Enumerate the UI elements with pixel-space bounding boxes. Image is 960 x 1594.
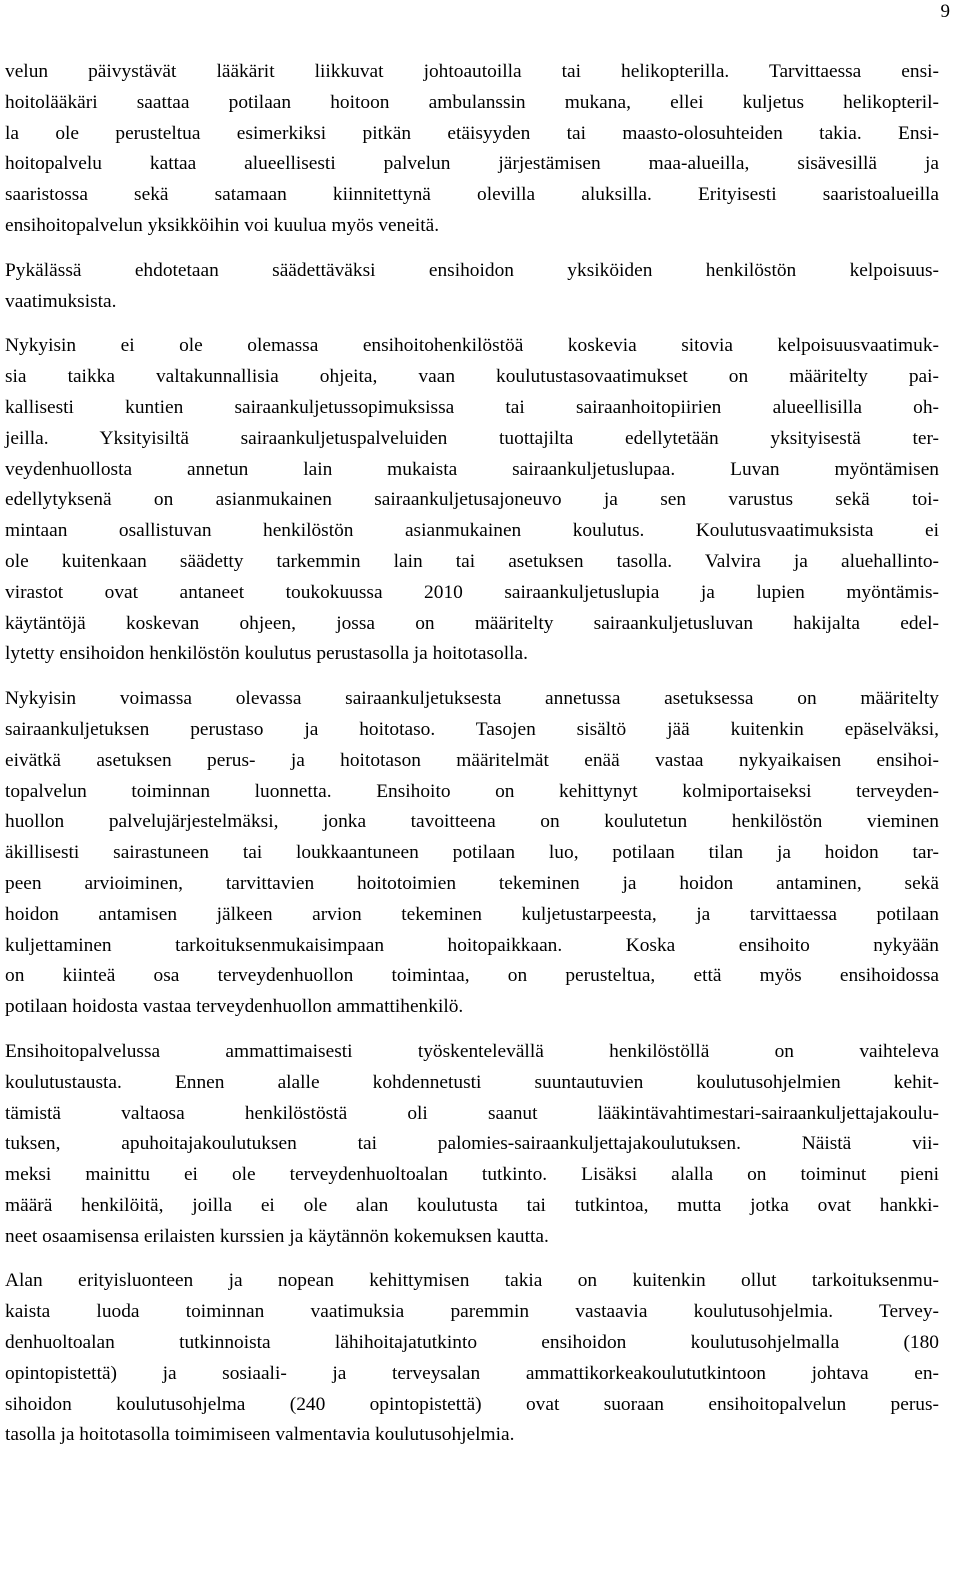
text-line: Pykälässä ehdotetaan säädettäväksi ensihoidon yksiköiden henkilöstön kelpoisuus- (5, 259, 939, 281)
text-line: huollon palvelujärjestelmäksi, jonka tavoitteena on koulutetun henkilöstön vieminen (5, 811, 939, 833)
text-line: tämistä valtaosa henkilöstöstä oli saanut lääkintävahtimestari-sairaankuljettajakoulu- (5, 1102, 939, 1124)
text-line: potilaan hoidosta vastaa terveydenhuollon ammattihenkilö. (5, 996, 464, 1018)
text-line: topalvelun toiminnan luonnetta. Ensihoito on kehittynyt kolmiportaiseksi terveyden- (5, 780, 939, 802)
text-line: tuksen, apuhoitajakoulutuksen tai palomies-sairaankuljettajakoulutuksen. Näistä vii- (5, 1133, 939, 1155)
text-line: ensihoitopalvelun yksikköihin voi kuulua myös veneitä. (5, 214, 440, 236)
text-line: jeilla. Yksityisiltä sairaankuljetuspalveluiden tuottajilta edellytetään yksityisestä ter- (5, 427, 939, 449)
document-body (5, 57, 939, 1451)
text-line: käytäntöjä koskevan ohjeen, jossa on määritelty sairaankuljetusluvan hakijalta edel- (5, 612, 939, 634)
paragraph-2 (5, 256, 939, 318)
page-number: 9 (940, 1, 950, 22)
text-line: vaatimuksista. (5, 290, 117, 312)
text-line: hoitolääkäri saattaa potilaan hoitoon ambulanssin mukana, ellei kuljetus helikopteril- (5, 91, 939, 113)
text-line: virastot ovat antaneet toukokuussa 2010 sairaankuljetuslupia ja lupien myöntämis- (5, 581, 939, 603)
text-line: kaista luoda toiminnan vaatimuksia paremmin vastaavia koulutusohjelmia. Tervey- (5, 1301, 939, 1323)
text-line: hoidon antamisen jälkeen arvion tekeminen kuljetustarpeesta, ja tarvittaessa potilaan (5, 903, 939, 925)
text-line: äkillisesti sairastuneen tai loukkaantuneen potilaan luo, potilaan tilan ja hoidon tar- (5, 842, 939, 864)
paragraph-1 (5, 57, 939, 242)
paragraph-4 (5, 684, 939, 1023)
text-line: eivätkä asetuksen perus- ja hoitotason määritelmät enää vastaa nykyaikaisen ensihoi- (5, 749, 939, 771)
text-line: on kiinteä osa terveydenhuollon toimintaa, on perusteltua, että myös ensihoidossa (5, 965, 939, 987)
text-line: peen arvioiminen, tarvittavien hoitotoimien tekeminen ja hoidon antaminen, sekä (5, 872, 939, 894)
text-line: tasolla ja hoitotasolla toimimiseen valmentavia koulutusohjelmia. (5, 1424, 515, 1446)
text-line: Ensihoitopalvelussa ammattimaisesti työskentelevällä henkilöstöllä on vaihteleva (5, 1040, 939, 1062)
paragraph-5 (5, 1037, 939, 1253)
text-line: Alan erityisluonteen ja nopean kehittymisen takia on kuitenkin ollut tarkoituksenmu- (5, 1270, 939, 1292)
text-line: opintopistettä) ja sosiaali- ja terveysalan ammattikorkeakoulututkintoon johtava en- (5, 1362, 939, 1384)
paragraph-6 (5, 1266, 939, 1451)
text-line: ole kuitenkaan säädetty tarkemmin lain tai asetuksen tasolla. Valvira ja aluehallinto- (5, 550, 939, 572)
paragraph-3 (5, 331, 939, 670)
text-line: la ole perusteltua esimerkiksi pitkän etäisyyden tai maasto-olosuhteiden takia. Ensi- (5, 122, 939, 144)
text-line: Nykyisin ei ole olemassa ensihoitohenkilöstöä koskevia sitovia kelpoisuusvaatimuk- (5, 335, 939, 357)
text-line: edellytyksenä on asianmukainen sairaankuljetusajoneuvo ja sen varustus sekä toi- (5, 489, 939, 511)
text-line: velun päivystävät lääkärit liikkuvat johtoautoilla tai helikopterilla. Tarvittaessa ensi- (5, 61, 939, 82)
text-line: määrä henkilöitä, joilla ei ole alan koulutusta tai tutkintoa, mutta jotka ovat hankki- (5, 1194, 939, 1216)
text-line: meksi mainittu ei ole terveydenhuoltoalan tutkinto. Lisäksi alalla on toiminut pieni (5, 1164, 939, 1186)
text-line: sairaankuljetuksen perustaso ja hoitotaso. Tasojen sisältö jää kuitenkin epäselväksi, (5, 718, 939, 740)
text-line: koulutustausta. Ennen alalle kohdennetusti suuntautuvien koulutusohjelmien kehit- (5, 1071, 939, 1093)
text-line: Nykyisin voimassa olevassa sairaankuljetuksesta annetussa asetuksessa on määritelty (5, 688, 939, 710)
text-line: sihoidon koulutusohjelma (240 opintopistettä) ovat suoraan ensihoitopalvelun perus- (5, 1393, 939, 1415)
text-line: mintaan osallistuvan henkilöstön asianmukainen koulutus. Koulutusvaatimuksista ei (5, 520, 939, 542)
text-line: lytetty ensihoidon henkilöstön koulutus perustasolla ja hoitotasolla. (5, 643, 528, 665)
text-line: kuljettaminen tarkoituksenmukaisimpaan hoitopaikkaan. Koska ensihoito nykyään (5, 934, 939, 956)
text-line: denhuoltoalan tutkinnoista lähihoitajatutkinto ensihoidon koulutusohjelmalla (180 (5, 1332, 939, 1354)
text-line: neet osaamisensa erilaisten kurssien ja käytännön kokemuksen kautta. (5, 1225, 549, 1247)
text-line: saaristossa sekä satamaan kiinnitettynä olevilla aluksilla. Erityisesti saaristoalueilla (5, 184, 939, 206)
text-line: sia taikka valtakunnallisia ohjeita, vaan koulutustasovaatimukset on määritelty pai- (5, 366, 939, 388)
text-line: veydenhuollosta annetun lain mukaista sairaankuljetuslupaa. Luvan myöntämisen (5, 458, 939, 480)
text-line: hoitopalvelu kattaa alueellisesti palvelun järjestämisen maa-alueilla, sisävesillä ja (5, 153, 939, 175)
text-line: kallisesti kuntien sairaankuljetussopimuksissa tai sairaanhoitopiirien alueellisilla oh- (5, 396, 939, 418)
